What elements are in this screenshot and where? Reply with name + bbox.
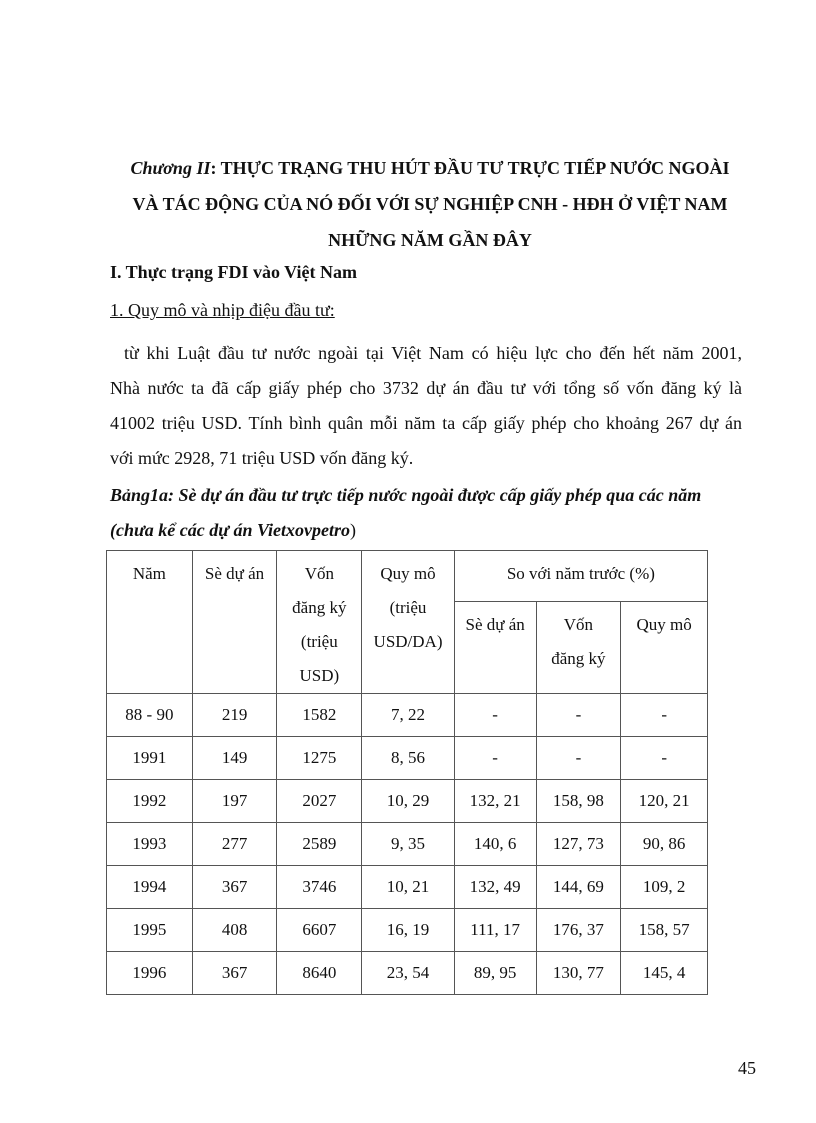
section-heading: I. Thực trạng FDI vào Việt Nam (110, 262, 357, 282)
body-paragraph (110, 336, 742, 476)
caption-line-2: (chưa kể các dự án Vietxovpetro (110, 520, 351, 540)
cell-projects: 149 (192, 737, 277, 780)
subheader-projects: Sè dự án (454, 601, 536, 693)
cell-capital: 8640 (277, 952, 362, 995)
paragraph-line-3: 41002 triệu USD. Tính bình quân mỗi năm ta cấp giấy phép cho khoảng 267 dự án (110, 413, 742, 433)
chapter-title-line-2: VÀ TÁC ĐỘNG CỦA NÓ ĐỐI VỚI SỰ NGHIỆP CNH - HĐH Ở VIỆT NAM (132, 194, 728, 214)
cell-year: 1996 (107, 952, 193, 995)
table-caption (110, 478, 750, 548)
cell-projects: 277 (192, 823, 277, 866)
cell-year: 1993 (107, 823, 193, 866)
cell-capital: 2027 (277, 780, 362, 823)
cell-year: 1994 (107, 866, 193, 909)
cell-scale-pct: 90, 86 (621, 823, 708, 866)
cell-scale-pct: - (621, 737, 708, 780)
table-row (107, 737, 708, 780)
cell-capital-pct: - (536, 737, 621, 780)
page-number: 45 (738, 1058, 756, 1078)
cell-projects-pct: - (454, 694, 536, 737)
cell-scale-pct: 158, 57 (621, 909, 708, 952)
table-row (107, 694, 708, 737)
cell-year: 1995 (107, 909, 193, 952)
cell-scale-pct: 145, 4 (621, 952, 708, 995)
cell-year: 1991 (107, 737, 193, 780)
cell-projects-pct: 132, 21 (454, 780, 536, 823)
cell-capital-pct: 130, 77 (536, 952, 621, 995)
caption-line-1: Bảng1a: Sè dự án đầu tư trực tiếp nước ngoài được cấp giấy phép qua các năm (110, 485, 702, 505)
cell-projects-pct: 132, 49 (454, 866, 536, 909)
cell-capital-pct: 127, 73 (536, 823, 621, 866)
cell-projects-pct: 111, 17 (454, 909, 536, 952)
cell-scale-pct: 120, 21 (621, 780, 708, 823)
table-row (107, 952, 708, 995)
table-row (107, 780, 708, 823)
header-capital: Vốn đăng ký (triệu USD) (277, 551, 362, 694)
cell-scale: 9, 35 (362, 823, 454, 866)
cell-projects: 367 (192, 866, 277, 909)
chapter-title (100, 150, 760, 258)
paragraph-line-4: với mức 2928, 71 triệu USD vốn đăng ký. (110, 448, 414, 468)
cell-year: 88 - 90 (107, 694, 193, 737)
cell-year: 1992 (107, 780, 193, 823)
cell-projects: 408 (192, 909, 277, 952)
cell-scale: 8, 56 (362, 737, 454, 780)
table-body (107, 694, 708, 995)
cell-capital: 3746 (277, 866, 362, 909)
cell-capital: 2589 (277, 823, 362, 866)
cell-capital: 6607 (277, 909, 362, 952)
cell-capital-pct: 176, 37 (536, 909, 621, 952)
cell-projects: 367 (192, 952, 277, 995)
chapter-title-line-3: NHỮNG NĂM GẦN ĐÂY (328, 230, 532, 250)
cell-scale: 10, 21 (362, 866, 454, 909)
header-year: Năm (107, 551, 193, 694)
table-row (107, 823, 708, 866)
cell-scale: 16, 19 (362, 909, 454, 952)
cell-projects-pct: 140, 6 (454, 823, 536, 866)
header-projects: Sè dự án (192, 551, 277, 694)
chapter-lead: Chương II (130, 158, 211, 178)
cell-scale: 7, 22 (362, 694, 454, 737)
cell-scale-pct: - (621, 694, 708, 737)
cell-projects-pct: - (454, 737, 536, 780)
fdi-projects-table (106, 550, 708, 995)
cell-capital: 1275 (277, 737, 362, 780)
cell-scale: 23, 54 (362, 952, 454, 995)
paragraph-line-1: từ khi Luật đầu tư nước ngoài tại Việt Nam có hiệu lực cho đến hết năm 2001, (124, 343, 742, 363)
cell-projects: 197 (192, 780, 277, 823)
cell-capital-pct: - (536, 694, 621, 737)
cell-capital: 1582 (277, 694, 362, 737)
cell-capital-pct: 158, 98 (536, 780, 621, 823)
header-scale: Quy mô (triệu USD/DA) (362, 551, 454, 694)
table-row (107, 866, 708, 909)
cell-scale-pct: 109, 2 (621, 866, 708, 909)
caption-closing-paren: ) (350, 520, 357, 540)
cell-scale: 10, 29 (362, 780, 454, 823)
cell-capital-pct: 144, 69 (536, 866, 621, 909)
header-compare: So với năm trước (%) (454, 551, 707, 602)
paragraph-line-2: Nhà nước ta đã cấp giấy phép cho 3732 dự án đầu tư với tổng số vốn đăng ký là (110, 378, 742, 398)
cell-projects-pct: 89, 95 (454, 952, 536, 995)
cell-projects: 219 (192, 694, 277, 737)
subheader-scale: Quy mô (621, 601, 708, 693)
chapter-title-line-1: : THỰC TRẠNG THU HÚT ĐẦU TƯ TRỰC TIẾP NƯỚC NGOÀI (210, 158, 730, 178)
table-row (107, 909, 708, 952)
subsection-heading: 1. Quy mô và nhịp điệu đầu tư: (110, 300, 335, 320)
subheader-capital: Vốn đăng ký (536, 601, 621, 693)
